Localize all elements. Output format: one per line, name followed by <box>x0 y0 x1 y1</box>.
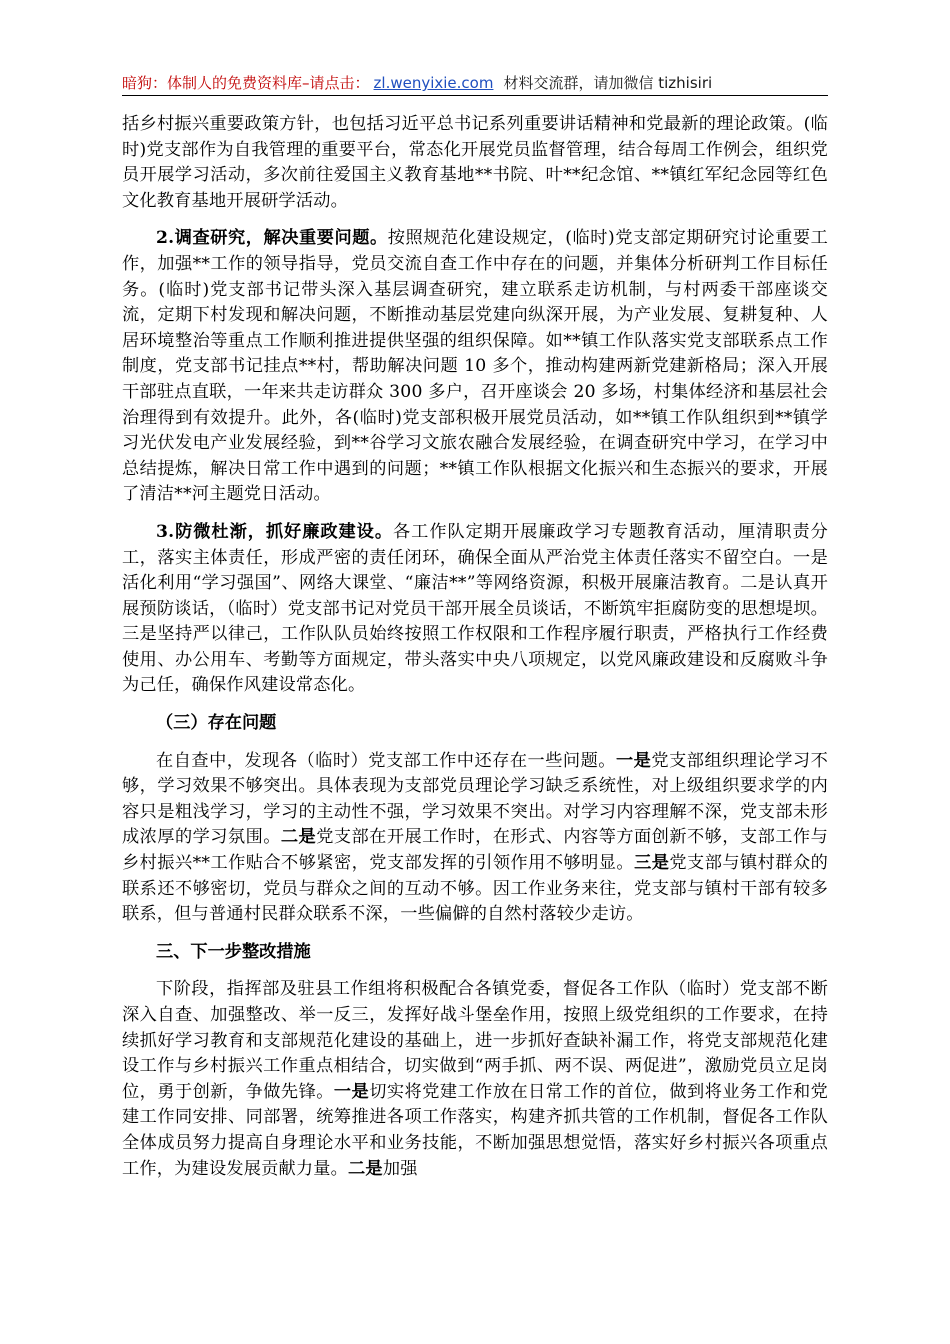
page-header <box>122 72 828 94</box>
paragraph-study-continued: 括乡村振兴重要政策方针，也包括习近平总书记系列重要讲话精神和党最新的理论政策。(临时)党支部作为自我管理的重要平台，常态化开展党员监督管理，结合每周工作例会，组织党员开展学习活动，多次前往爱国主义教育基地**书院、叶**纪念馆、**镇红军纪念园等红色文化教育基地开展研学活动。 <box>122 114 828 211</box>
paragraph-integrity <box>122 520 828 699</box>
paragraph-next-steps <box>122 977 828 1182</box>
section-text-research: 按照规范化建设规定，(临时)党支部定期研究讨论重要工作，加强**工作的领导指导，党员交流自查工作中存在的问题，并集体分析研判工作目标任务。(临时)党支部书记带头深入基层调查研究，建立联系走访机制，与村两委干部座谈交流，定期下村发现和解决问题，不断推动基层党建向纵深开展，为产业发展、复耕复种、人居环境整治等重点工作顺利推进提供坚强的组织保障。如**镇工作队落实党支部联系点工作制度，党支部书记挂点**村，帮助解决问题 10 多个，推动构建两新党建新格局；深入开展干部驻点直联，一年来共走访群众 300 多户，召开座谈会 20 多场，村集体经济和基层社会治理得到有效提升。此外，各(临时)党支部积极开展党员活动，如**镇工作队组织到**镇学习光伏发电产业发展经验，到**谷学习文旅农融合发展经验，在调查研究中学习，在学习中总结提炼，解决日常工作中遇到的问题；**镇工作队根据文化振兴和生态振兴的要求，开展了清洁**河主题党日活动。 <box>122 228 828 505</box>
problems-text-3: 党支部与镇村群众的联系还不够密切，党员与群众之间的互动不够。因工作业务来往，党支部与镇村干部有较多联系，但与普通村民群众联系不深，一些偏僻的自然村落较少走访。 <box>122 853 828 925</box>
next-steps-marker-2: 二是 <box>348 1158 383 1179</box>
document-body <box>122 112 828 1194</box>
paragraph-research <box>122 226 828 508</box>
next-steps-intro: 下阶段，指挥部及驻县工作组将积极配合各镇党委，督促各工作队（临时）党支部不断深入自查、加强整改、举一反三，发挥好战斗堡垒作用，按照上级党组织的工作要求，在持续抓好学习教育和支部规范化建设的基础上，进一步抓好查缺补漏工作，将党支部规范化建设工作与乡村振兴工作重点相结合，切实做到“两手抓、两不误、两促进”，激励党员立足岗位，勇于创新，争做先锋。 <box>122 979 828 1102</box>
paragraph-problems <box>122 749 828 928</box>
section-title-integrity: 3.防微杜渐，抓好廉政建设。 <box>156 521 393 542</box>
section-title-research: 2.调查研究，解决重要问题。 <box>156 228 388 249</box>
problems-intro: 在自查中，发现各（临时）党支部工作中还存在一些问题。 <box>156 750 616 771</box>
header-link[interactable]: zl.wenyixie.com <box>373 74 494 92</box>
header-divider <box>122 95 828 96</box>
next-steps-marker-1: 一是 <box>333 1081 370 1102</box>
problems-marker-2: 二是 <box>280 827 317 848</box>
problems-marker-1: 一是 <box>615 750 652 771</box>
section-text-integrity: 各工作队定期开展廉政学习专题教育活动，厘清职责分工，落实主体责任，形成严密的责任闭环，确保全面从严治党主体责任落实不留空白。一是活化利用“学习强国”、网络大课堂、“廉洁**”等网络资源，积极开展廉洁教育。二是认真开展预防谈话，（临时）党支部书记对党员干部开展全员谈话，不断筑牢拒腐防变的思想堤坝。三是坚持严以律己，工作队队员始终按照工作权限和工作程序履行职责，严格执行工作经费使用、办公用车、考勤等方面规定，带头落实中央八项规定，以党风廉政建设和反腐败斗争为己任，确保作风建设常态化。 <box>122 521 828 696</box>
heading-next-steps: 三、下一步整改措施 <box>156 941 311 962</box>
problems-text-1: 党支部组织理论学习不够，学习效果不够突出。具体表现为支部党员理论学习缺乏系统性，对上级组织要求学的内容只是粗浅学习，学习的主动性不强，学习效果不突出。对学习内容理解不深，党支部未形成浓厚的学习氛围。 <box>122 750 828 848</box>
problems-text-2: 党支部在开展工作时，在形式、内容等方面创新不够，支部工作与乡村振兴**工作贴合不够紧密，党支部发挥的引领作用不够明显。 <box>122 827 828 874</box>
header-prompt: –请点击： <box>302 74 370 92</box>
problems-marker-3: 三是 <box>634 853 670 874</box>
header-brand: 暗狗：体制人的免费资料库 <box>122 74 303 92</box>
header-note: 材料交流群，请加微信 tizhisiri <box>503 74 713 92</box>
heading-existing-problems: （三）存在问题 <box>156 713 277 734</box>
next-steps-text-1: 切实将党建工作放在日常工作的首位，做到将业务工作和党建工作同安排、同部署，统筹推进各项工作落实，构建齐抓共管的工作机制，督促各工作队全体成员努力提高自身理论水平和业务技能，不断加强思想觉悟，落实好乡村振兴各项重点工作，为建设发展贡献力量。 <box>122 1081 829 1179</box>
next-steps-text-2: 加强 <box>382 1158 418 1179</box>
